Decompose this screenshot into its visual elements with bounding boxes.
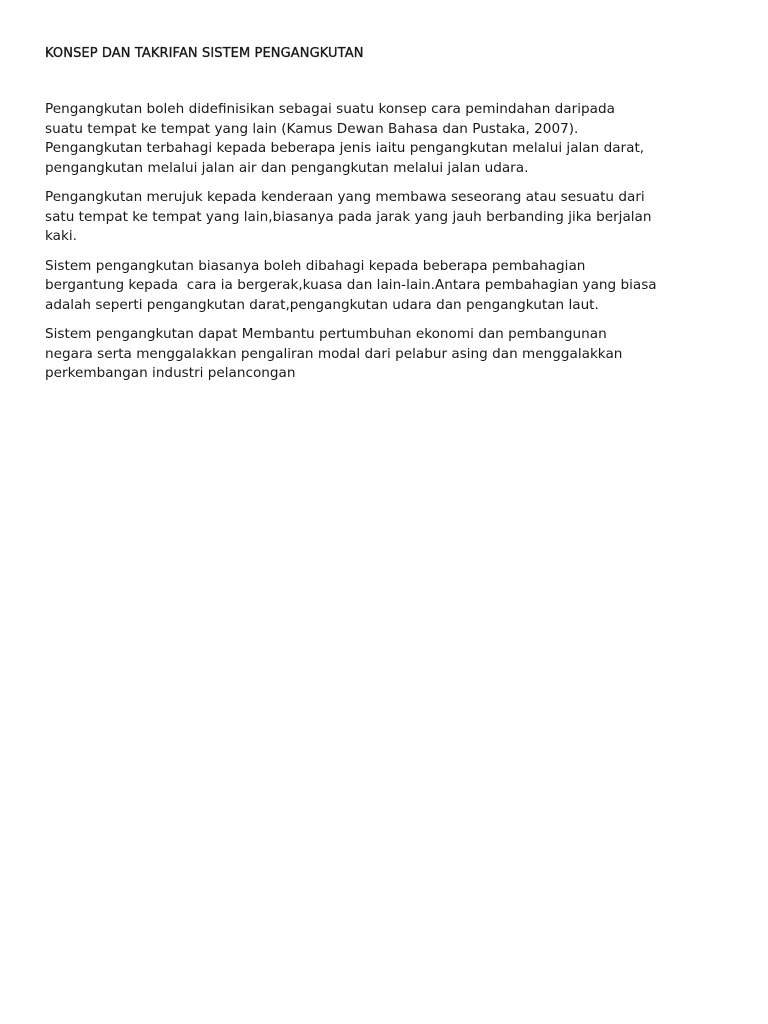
paragraph-line: Sistem pengangkutan biasanya boleh dibahagi kepada beberapa pembahagian <box>45 257 586 274</box>
paragraph-line: Pengangkutan boleh didefinisikan sebagai suatu konsep cara pemindahan daripada <box>45 101 615 117</box>
paragraph-line: pengangkutan melalui jalan air dan pengangkutan melalui jalan udara. <box>45 159 529 176</box>
paragraph-4 <box>45 325 735 384</box>
paragraph-line: kaki. <box>45 228 77 244</box>
paragraph-line: bergantung kepada cara ia bergerak,kuasa dan lain-lain.Antara pembahagian yang biasa <box>45 277 657 293</box>
paragraph-line: suatu tempat ke tempat yang lain (Kamus Dewan Bahasa dan Pustaka, 2007). <box>45 120 579 137</box>
paragraph-line: perkembangan industri pelancongan <box>45 365 296 381</box>
paragraph-2 <box>45 188 735 247</box>
paragraph-line: adalah seperti pengangkutan darat,pengangkutan udara dan pengangkutan laut. <box>45 296 599 313</box>
document-page <box>45 44 735 394</box>
document-body <box>45 100 735 384</box>
paragraph-line: Pengangkutan terbahagi kepada beberapa jenis iaitu pengangkutan melalui jalan darat, <box>45 140 645 156</box>
paragraph-line: satu tempat ke tempat yang lain,biasanya pada jarak yang jauh berbanding jika berjalan <box>45 208 652 225</box>
document-title: KONSEP DAN TAKRIFAN SISTEM PENGANGKUTAN <box>45 46 364 61</box>
paragraph-3 <box>45 257 735 316</box>
paragraph-line: Sistem pengangkutan dapat Membantu pertumbuhan ekonomi dan pembangunan <box>45 326 607 342</box>
paragraph-line: negara serta menggalakkan pengaliran modal dari pelabur asing dan menggalakkan <box>45 345 623 362</box>
paragraph-1 <box>45 100 735 178</box>
paragraph-line: Pengangkutan merujuk kepada kenderaan yang membawa seseorang atau sesuatu dari <box>45 189 645 205</box>
